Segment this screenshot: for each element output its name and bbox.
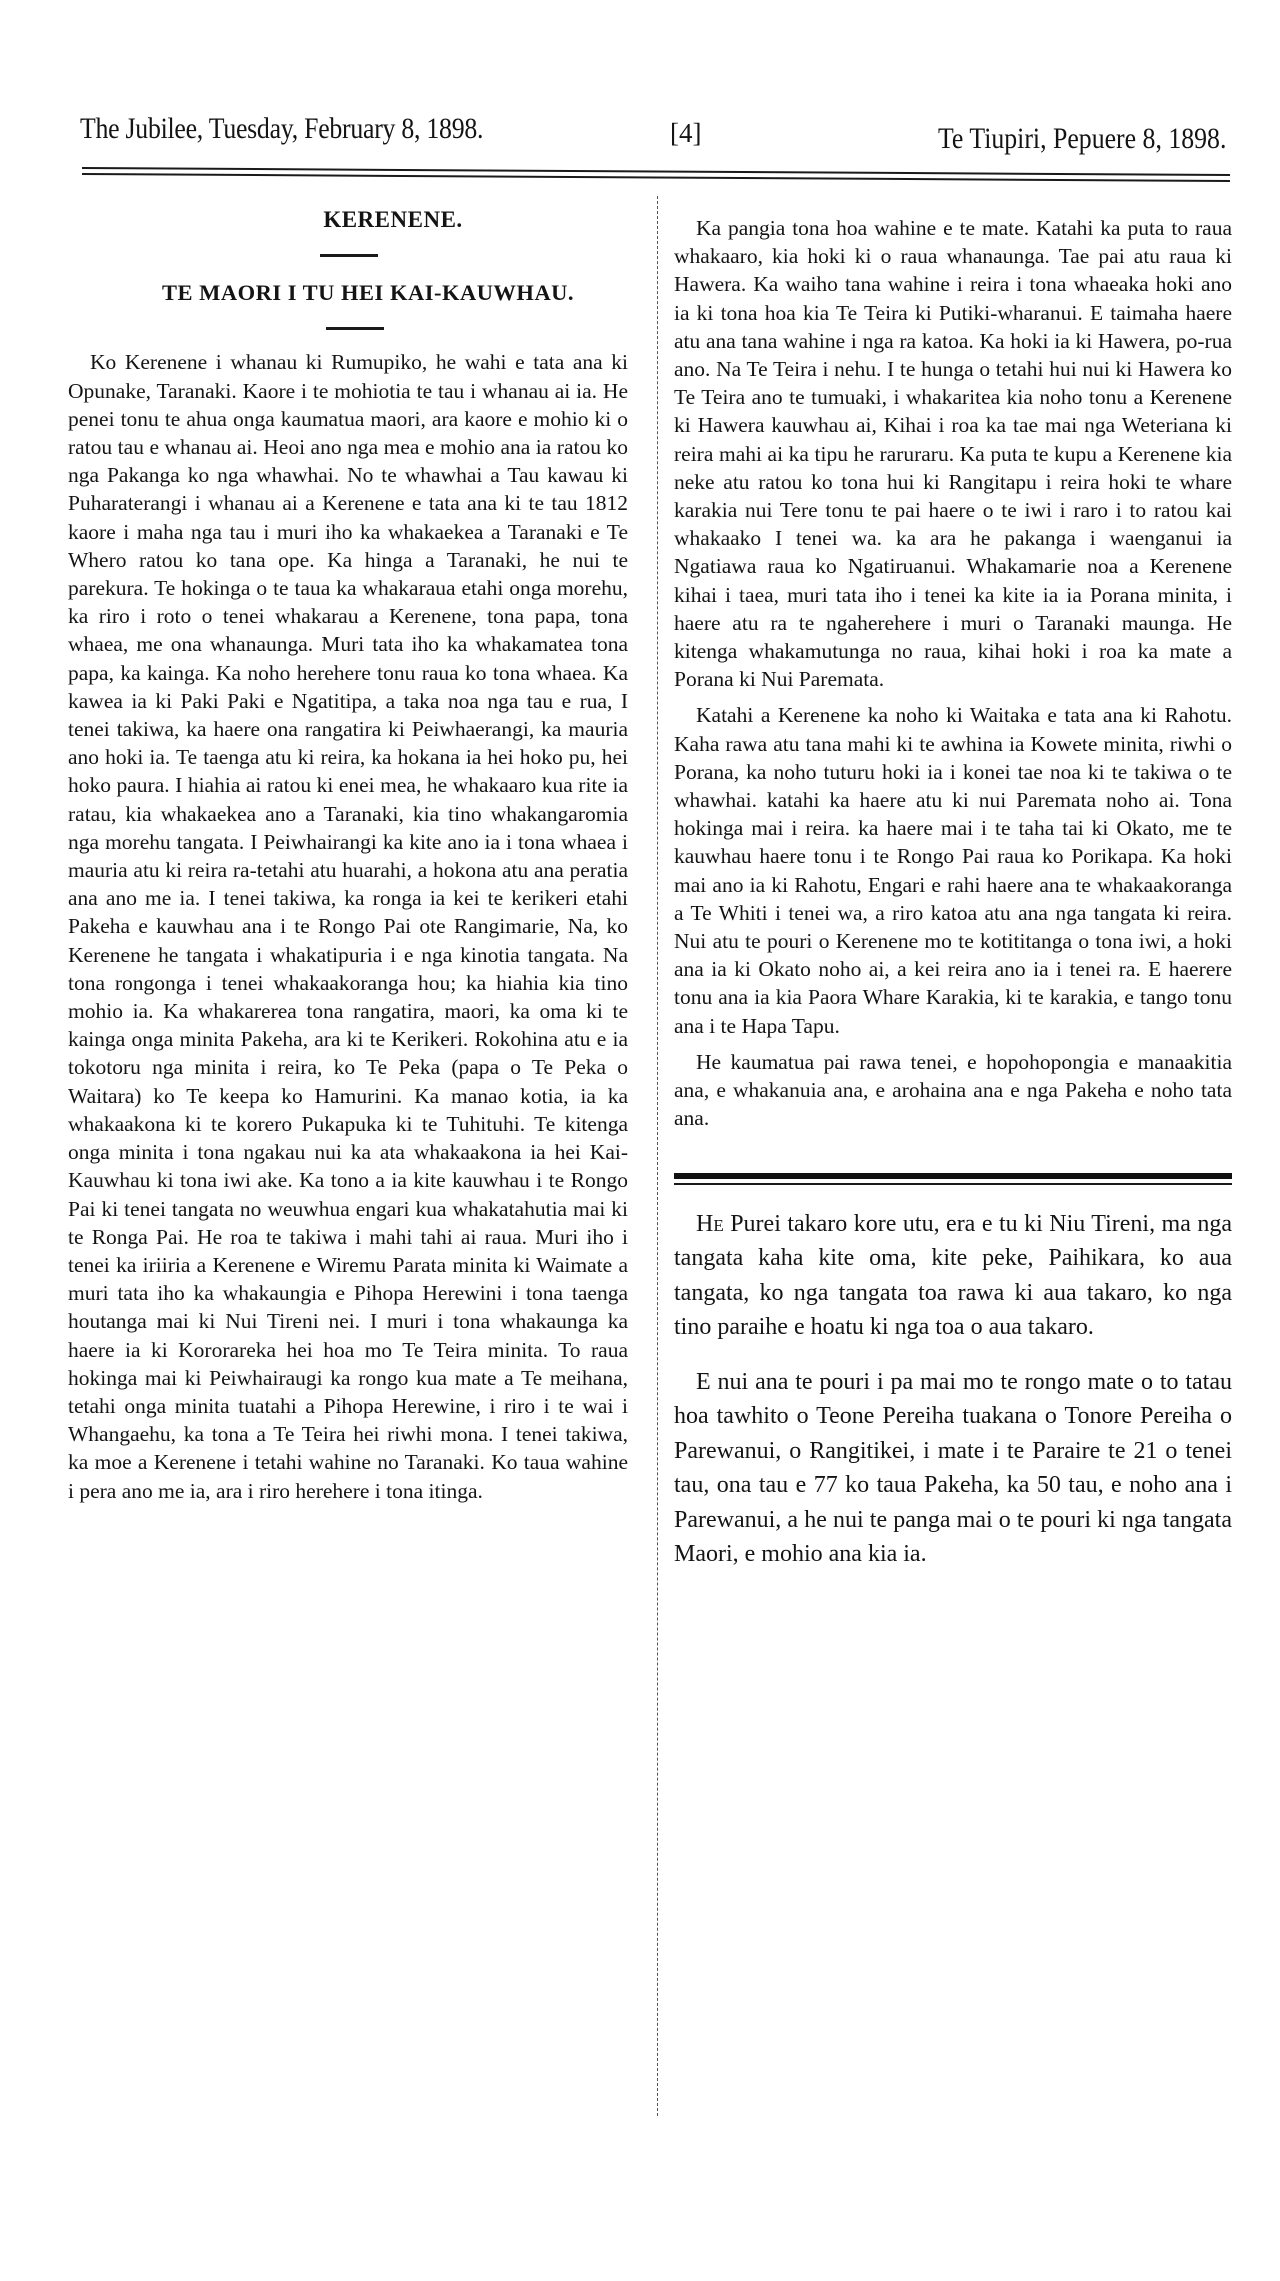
notice-sports <box>674 1207 1232 1345</box>
article-paragraph: He kaumatua pai rawa tenei, e hopohopongia e manaakitia ana, e whakanuia ana, e arohaina ana e nga Pakeha e noho tata ana. <box>674 1049 1232 1131</box>
notice-lead: He <box>696 1210 724 1237</box>
headline-rule <box>320 254 378 257</box>
article-subtitle: TE MAORI I TU HEI KAI-KAUWHAU. <box>161 280 575 306</box>
masthead-maori-date: Te Tiupiri, Pepuere 8, 1898. <box>937 122 1226 155</box>
left-column <box>68 198 628 1505</box>
masthead <box>70 100 1230 160</box>
notice-obituary: E nui ana te pouri i pa mai mo te rongo mate o to tatau hoa tawhito o Teone Pereiha tuakana o Tonore Pereiha o Parewanui, o Rangitikei, i mate i te Paraire te 21 o tenei tau, ona tau e 77 ko taua Pakeha, ka 50 tau, e noho ana i Parewanui, a he nui te panga mai o te pouri ki nga tangata Maori, e mohio ana kia ia. <box>674 1368 1232 1567</box>
notice-text: Purei takaro kore utu, era e tu ki Niu Tireni, ma nga tangata kaha kite oma, kite peke, Paihikara, ko aua tangata, ko nga tangata toa rawa ki aua takaro, ko nga tino paraihe e hoatu ki nga toa o aua takaro. <box>674 1210 1232 1340</box>
section-rule <box>674 1183 1232 1185</box>
right-column <box>674 214 1232 1572</box>
column-divider <box>657 196 658 2116</box>
section-rule <box>674 1173 1232 1179</box>
article-paragraph: Ka pangia tona hoa wahine e te mate. Katahi ka puta to raua whakaaro, kia hoki ki o raua whanaunga. Tae pai atu raua ki Hawera. Ka waiho tana wahine i reira i tona whaeaka hoki ano ia ki tona hoa kia Te Teira ki Putiki-wharanui. E taimaha haere atu ana tana wahine i nga ra katoa. Ka hoki ia ki Hawera, po-rua ano. Na Te Teira i nehu. I te hunga o tetahi hui nui ki Hawera ko Te Teira ano te tumuaki, i whakaritea kia noho tonu a Kerenene ki Hawera kauwhau ai, Kihai i roa ka tae mai nga Weteriana ki reira mahi ai ka tipu he raruraru. Ka puta te kupu a Kerenene kia neke atu ratou ko tona hui ki Rangitapu i reira hoki te whare karakia nui Tere tonu te pai haere o te iwi i raro i to ratou kai whakaako I tenei wa. ka ara he pakanga i waenganui ia Ngatiawa raua ko Ngatiruanui. Whakamarie noa a Kerenene kihai i taea, muri tata iho i tenei ka kite ia ia Porana minita, i haere atu ra te ngaherehere i muri o Taranaki maunga. He kitenga whakamutunga no raua, kihai hoki i roa ka mate a Porana ki Nui Paremata. <box>674 216 1232 692</box>
article-paragraph: Katahi a Kerenene ka noho ki Waitaka e tata ana ki Rahotu. Kaha rawa atu tana mahi ki te awhina ia Kowete minita, riwhi o Porana, ka noho tuturu hoki ia i konei tae noa ki te takiwa o te whawhai. katahi ka haere atu ki nui Paremata noho ai. Tona hokinga mai i reira. ka haere mai i te taha tai ki Okato, me te kauwhau haere tonu i te Rongo Pai raua ko Porikapa. Ka hoki mai ano ia ki Rahotu, Engari e rahi haere ana te whakaakoranga a Te Whiti i tenei wa, a riro katoa atu ana nga tangata ki reira. Nui atu te pouri o Kerenene mo te kotititanga o tona iwi, a hoki ana ia ki Okato noho ai, a kei reira ano ia i tenei ra. E haerere tonu ana ia kia Paora Whare Karakia, ki te karakia, e tango tonu ana i te Hapa Tapu. <box>674 703 1232 1038</box>
headline-rule <box>326 327 384 330</box>
article-paragraph: Ko Kerenene i whanau ki Rumupiko, he wahi e tata ana ki Opunake, Taranaki. Kaore i te mohiotia te tau i whanau ai ia. He penei tonu te ahua onga kaumatua maori, ara kaore e mohio ki o ratou tau e whanau ai. Heoi ano nga mea e mohio ana ia ratou ko nga Pakanga ko nga whawhai. No te whawhai a Tau kawau ki Puharaterangi i whanau ai a Kerenene e tata ana ki te tau 1812 kaore i maha nga tau i muri iho ka whakaekea a Taranaki e Te Whero ratou ko tana ope. Ka hinga a Taranaki, he nui te parekura. Te hokinga o te taua ka whakaraua etahi onga morehu, ka riro i roto o tenei whakarau a Kerenene, tona papa, tona whaea, me ona whanaunga. Muri tata iho ka whakamatea tona papa, ka kainga. Ka noho herehere tonu raua ko tona whaea. Ka kawea ia ki Paki Paki e Ngatitipa, a taka noa nga tau e rua, I tenei takiwa, ka haere ona rangatira ki Peiwhaerangi, ka mauria ano hoki ia. Te taenga atu ki reira, ka hokana ia hei hoko pu, hei hoko paura. I hiahia ai ratou ki enei mea, he whakaaro kua rite ia ratau, kia whakaekea ano a Taranaki, kia tino whakangaromia nga morehu tangata. I Peiwhairangi ka kite ano ia i tona whaea i mauria atu ki reira ra-tetahi atu huarahi, a hokona atu ana peratia ana ano me ia. I tenei takiwa, ka ronga ia kei te kerikeri etahi Pakeha e kauwhau ana i te Rongo Pai ote Rangimarie, Na, ko Kerenene he tangata i whakatipuria i e nga kinotia tangata. Na tona rongonga i tenei whakaakoranga hou; ka hiahia kia tino mohio ia. Ka whakarerea tona rangatira, maori, ka oma ki te kainga onga minita Pakeha, ara ki te Kerikeri. Rokohina atu e ia tokotoru nga minita i reira, ko Te Peka (papa o Te Peka o Waitara) ko Te keepa ko Hamurini. Ka manao kotia, ia ka whakaakona ki te korero Pukapuka ki te Tuhituhi. Te kitenga onga minita i tona ngakau nui ka ata whakaakona ia hei Kai-Kauwhau ki tona iwi ake. Ka tono a ia kite kauwhau i te Rongo Pai ki tenei tangata no weuwhua engari kua whakatahutia mai ki te Ronga Pai. He roa te takiwa i mahi tahi ai raua. Muri iho i tenei ka iriiria a Kerenene e Wiremu Parata minita ki Waimate a muri tata iho ka whakaungia e Pihopa Herewini i tona taenga houtanga mai ki Nui Tireni nei. I muri i tona whakaunga ka haere ia ki Kororareka hei hoa mo Te Teira minita. To raua hokinga mai ki Peiwhairaugi ka rongo kua mate a Te meihana, tetahi onga minita tuatahi a Pihopa Herewine, i riro i te wai i Whangaehu, ka tona a Te Teira hei riwhi mona. I tenei takiwa, ka moe a Kerenene i tetahi wahine no Taranaki. Ko taua wahine i pera ano me ia, ara i riro herehere i tona itinga. <box>68 350 628 1503</box>
article-title: KERENENE. <box>323 207 463 232</box>
page-number: [4] <box>670 118 702 148</box>
masthead-english-date: The Jubilee, Tuesday, February 8, 1898. <box>80 112 484 145</box>
